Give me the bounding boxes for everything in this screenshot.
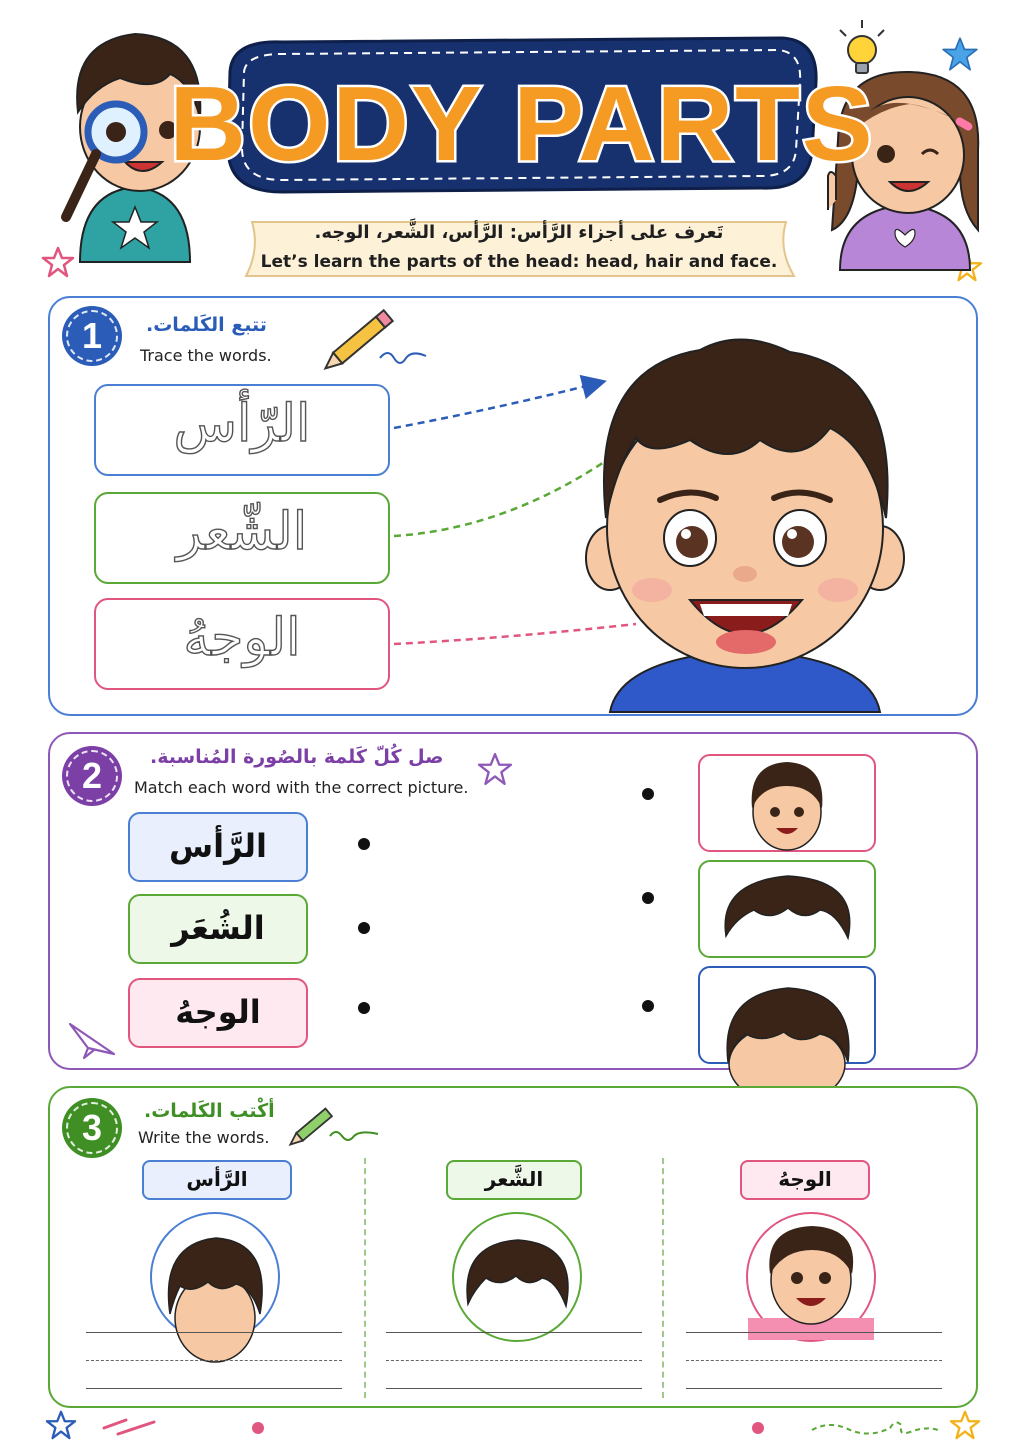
decorative-strokes xyxy=(100,1414,160,1438)
section-number-badge: 1 xyxy=(62,306,122,366)
trace-box-face[interactable] xyxy=(94,598,390,690)
match-dot-left[interactable] xyxy=(358,922,370,934)
match-dot-right[interactable] xyxy=(642,1000,654,1012)
picture-hair xyxy=(452,1212,582,1342)
column-divider xyxy=(662,1158,664,1398)
pencil-icon xyxy=(320,304,430,368)
trace-box-hair[interactable] xyxy=(94,492,390,584)
title-text: BODY PARTS xyxy=(169,65,875,183)
label-hair: الشَّعر xyxy=(446,1160,582,1200)
match-word-face[interactable]: الوجهُ xyxy=(128,978,308,1048)
star-icon xyxy=(46,1410,76,1440)
writing-line[interactable] xyxy=(386,1332,642,1333)
subtitle-banner xyxy=(238,216,800,282)
match-dot-left[interactable] xyxy=(358,838,370,850)
pencil-icon xyxy=(290,1098,386,1148)
subtitle-arabic: تَعرف على أجزاء الرَّأس: الرَّأس، الشَّعر، الوجه. xyxy=(314,222,724,243)
section-number-badge: 2 xyxy=(62,746,122,806)
decorative-dot xyxy=(752,1422,764,1434)
trace-word: الرّأس xyxy=(173,394,311,454)
trace-box-head[interactable] xyxy=(94,384,390,476)
star-icon xyxy=(950,1410,980,1440)
section-write-words xyxy=(48,1086,978,1408)
writing-guide-line xyxy=(686,1360,942,1361)
writing-line[interactable] xyxy=(386,1388,642,1389)
instruction-english: Match each word with the correct picture. xyxy=(134,778,469,797)
trace-word: الوجهُ xyxy=(183,608,301,668)
star-icon xyxy=(478,752,512,786)
writing-line[interactable] xyxy=(86,1332,342,1333)
writing-guide-line xyxy=(386,1360,642,1361)
match-picture-hair[interactable] xyxy=(698,860,876,958)
subtitle-english: Let’s learn the parts of the head: head, hair and face. xyxy=(260,252,778,272)
match-dot-right[interactable] xyxy=(642,892,654,904)
section-match-words xyxy=(48,732,978,1070)
writing-line[interactable] xyxy=(86,1388,342,1389)
match-word-head[interactable]: الرَّأس xyxy=(128,812,308,882)
boy-face-illustration xyxy=(580,328,910,712)
paper-plane-icon xyxy=(68,1020,116,1060)
trace-word: الشّعر xyxy=(176,502,308,562)
instruction-arabic: صل كُلّ كَلمة بالصُورة المُناسبة. xyxy=(150,746,444,768)
match-picture-face[interactable] xyxy=(698,754,876,852)
label-face: الوجهُ xyxy=(740,1160,870,1200)
decorative-dot xyxy=(252,1422,264,1434)
instruction-english: Write the words. xyxy=(138,1128,270,1147)
instruction-arabic: أكْتب الكَلمات. xyxy=(144,1100,275,1122)
writing-guide-line xyxy=(86,1360,342,1361)
decorative-squiggle xyxy=(810,1416,940,1440)
section-number-badge: 3 xyxy=(62,1098,122,1158)
writing-line[interactable] xyxy=(686,1332,942,1333)
label-head: الرَّأس xyxy=(142,1160,292,1200)
section-trace-words xyxy=(48,296,978,716)
picture-head xyxy=(150,1212,280,1342)
match-picture-head[interactable] xyxy=(698,966,876,1064)
match-dot-left[interactable] xyxy=(358,1002,370,1014)
match-dot-right[interactable] xyxy=(642,788,654,800)
column-divider xyxy=(364,1158,366,1398)
picture-face xyxy=(746,1212,876,1342)
writing-line[interactable] xyxy=(686,1388,942,1389)
instruction-arabic: تتبع الكَلمات. xyxy=(146,314,267,336)
instruction-english: Trace the words. xyxy=(140,346,272,365)
title-banner xyxy=(169,32,875,194)
match-word-hair[interactable]: الشُعَر xyxy=(128,894,308,964)
